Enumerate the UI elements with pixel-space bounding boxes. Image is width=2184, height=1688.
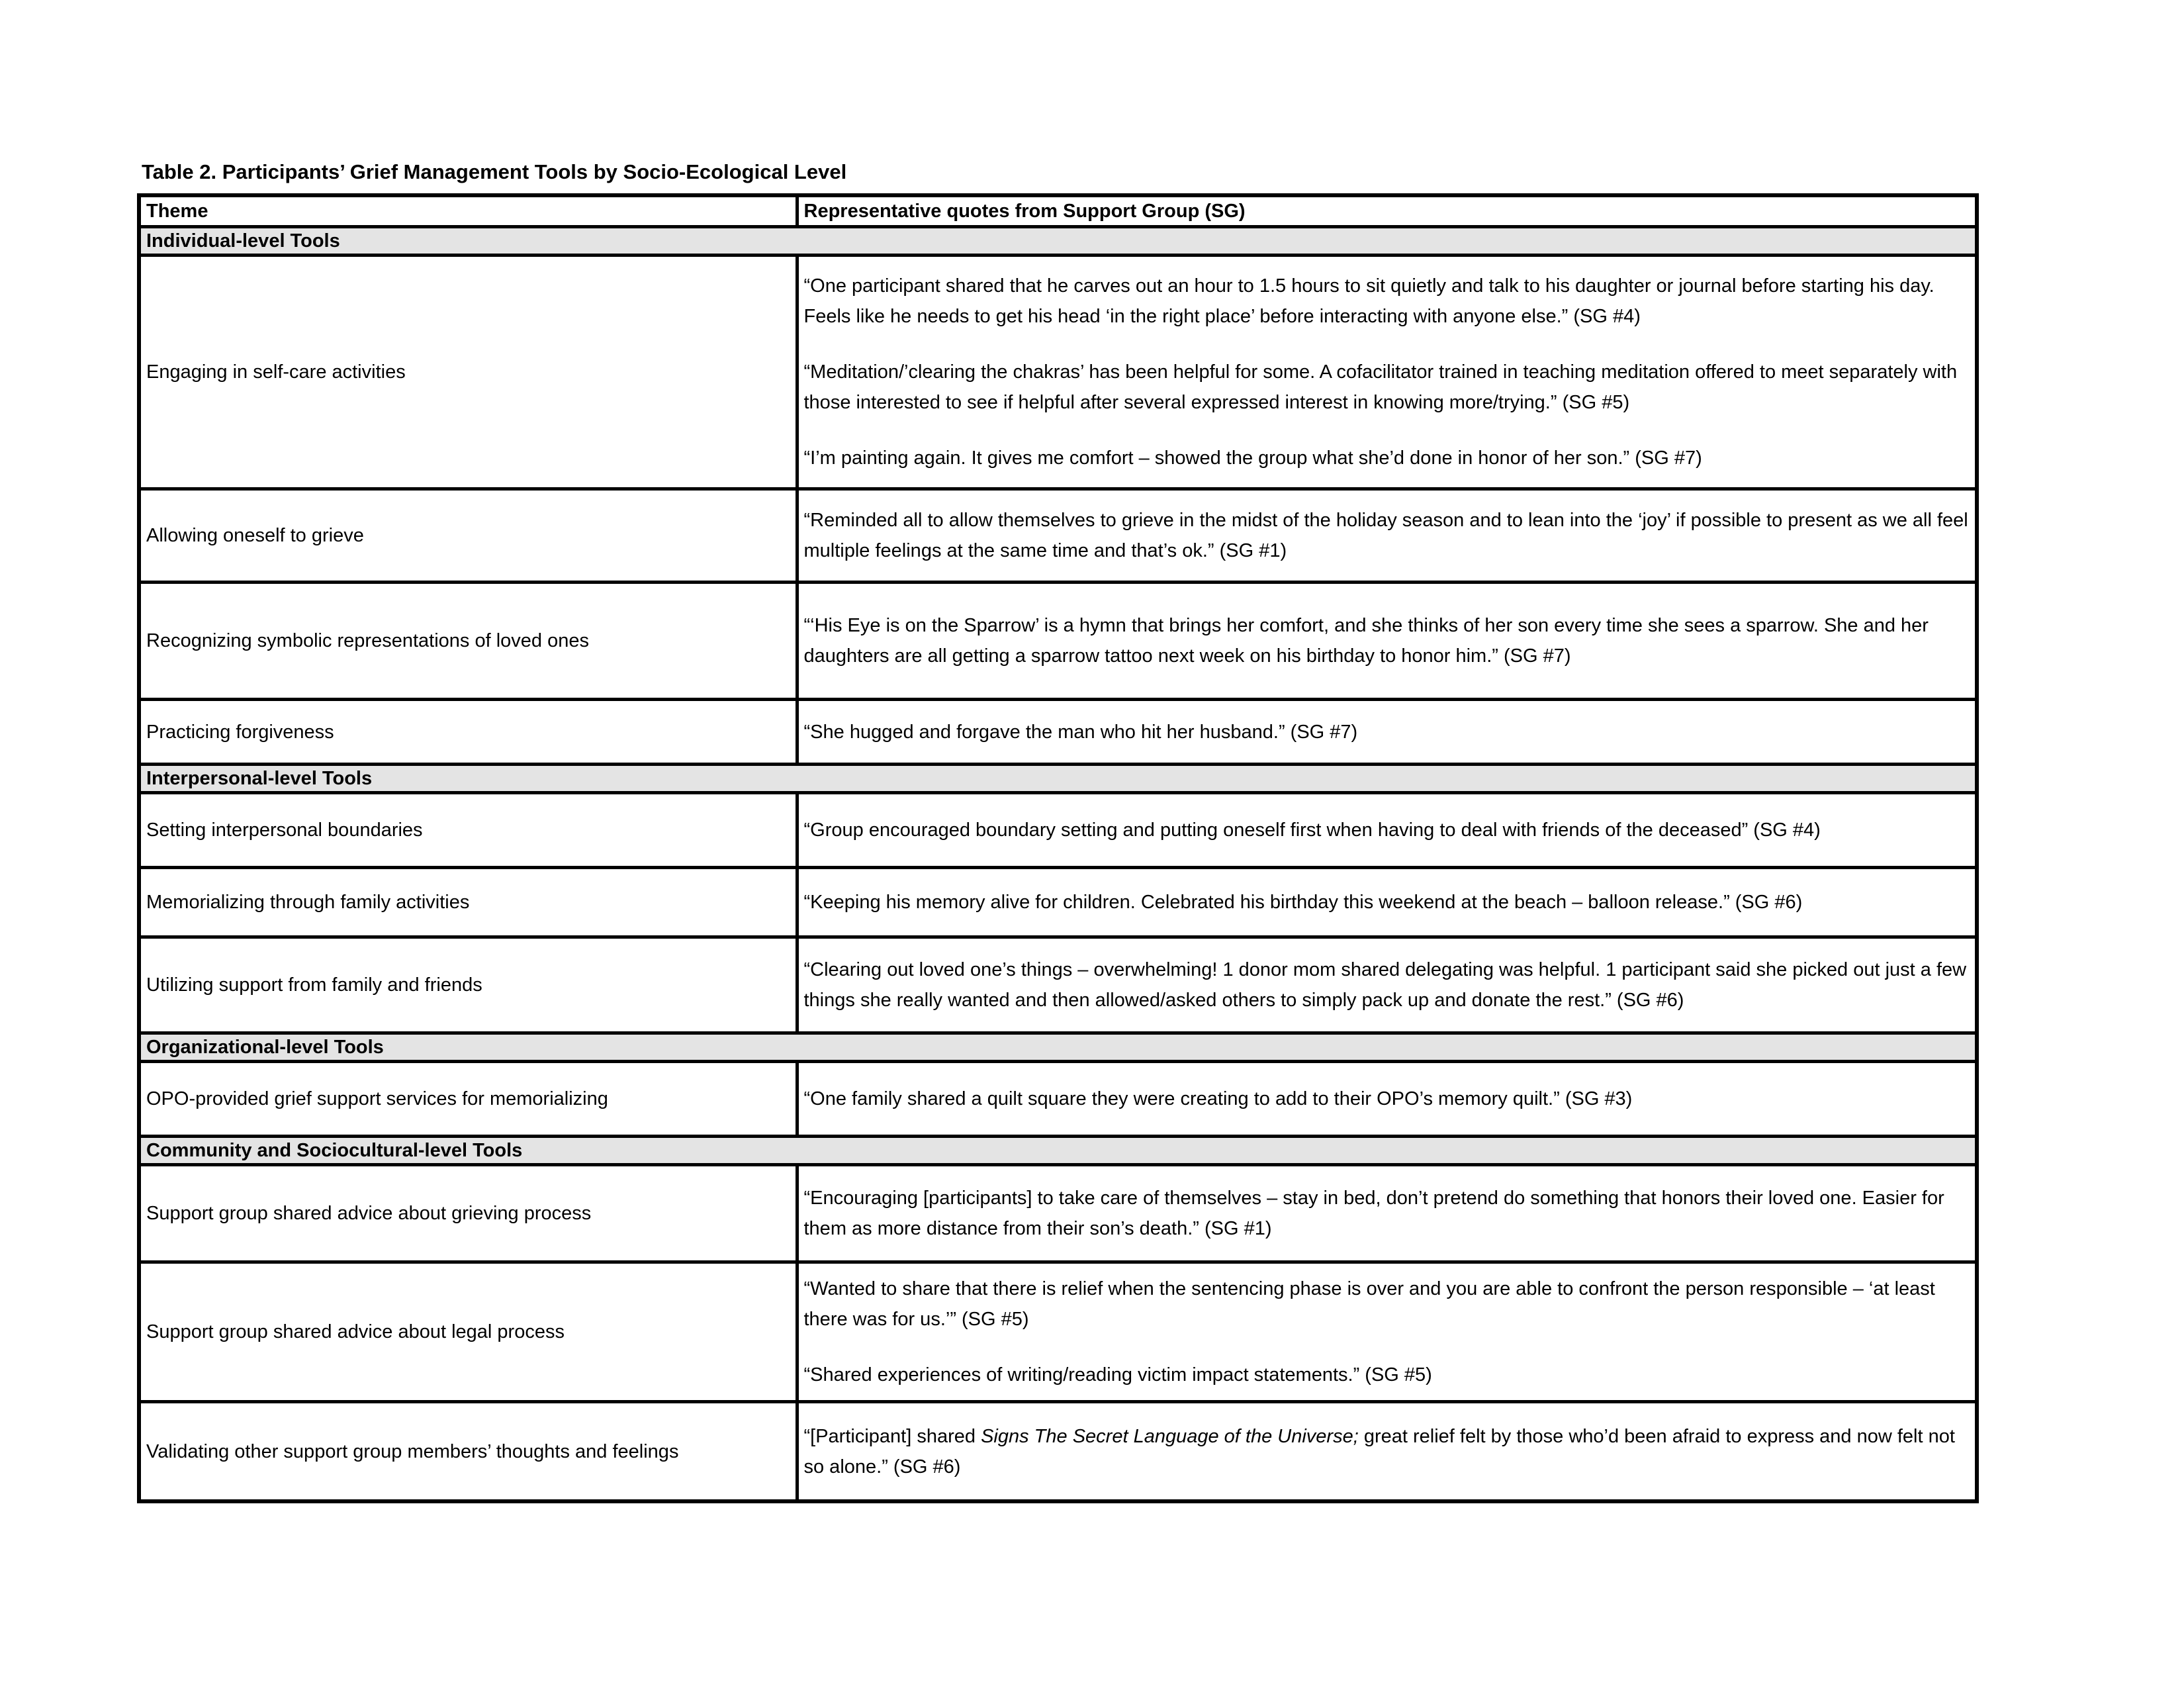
quote-cell [797, 1262, 1977, 1402]
quote-text: “One family shared a quilt square they were creating to add to their OPO’s memory quilt.” (SG #3) [803, 1088, 1633, 1109]
quote-cell [797, 1062, 1977, 1137]
theme-cell: OPO-provided grief support services for memorializing [139, 1062, 797, 1137]
quote-cell [797, 793, 1977, 868]
quote-text: “Reminded all to allow themselves to grieve in the midst of the holiday season and to lean into the ‘joy’ if possible to present as we all feel multiple feelings at the same time and that’s ok.” (SG #1) [803, 510, 1968, 561]
quote-cell [797, 489, 1977, 583]
quote-cell [797, 1402, 1977, 1502]
section-label: Interpersonal-level Tools [139, 765, 1977, 793]
theme-cell: Engaging in self-care activities [139, 256, 797, 489]
table-row [139, 793, 1977, 868]
header-quotes: Representative quotes from Support Group (SG) [797, 195, 1977, 227]
quote-text: “Group encouraged boundary setting and putting oneself first when having to deal with friends of the deceased” (SG #4) [803, 820, 1821, 841]
quote-text-end: great relief felt by those who’d been afraid to express and now felt not so alone.” (SG #6) [803, 1425, 1955, 1477]
quote-cell [797, 700, 1977, 765]
theme-cell: Setting interpersonal boundaries [139, 793, 797, 868]
quote-cell [797, 1165, 1977, 1262]
section-label: Organizational-level Tools [139, 1033, 1977, 1062]
theme-cell: Utilizing support from family and friends [139, 937, 797, 1033]
table-row [139, 1062, 1977, 1137]
grief-tools-table [137, 193, 1979, 1503]
theme-cell: Memorializing through family activities [139, 868, 797, 937]
table-row [139, 583, 1977, 700]
table-row [139, 489, 1977, 583]
quote-text: “Shared experiences of writing/reading victim impact statements.” (SG #5) [803, 1364, 1432, 1385]
table-row [139, 700, 1977, 765]
quote-text: “‘His Eye is on the Sparrow’ is a hymn that brings her comfort, and she thinks of her son every time she sees a sparrow. She and her daughters are all getting a sparrow tattoo next week on his birthday to honor him.” (SG #7) [803, 615, 1929, 667]
quote-text: “I’m painting again. It gives me comfort – showed the group what she’d done in honor of her son.” (SG #7) [803, 447, 1702, 469]
quote-text-start: “[Participant] shared [803, 1425, 981, 1447]
section-label: Individual-level Tools [139, 227, 1977, 256]
quote-text: “Meditation/’clearing the chakras’ has been helpful for some. A cofacilitator trained in teaching meditation offered to meet separately with those interested to see if helpful after several expressed interest in knowing more/trying.” (SG #5) [803, 361, 1958, 413]
theme-cell: Recognizing symbolic representations of loved ones [139, 583, 797, 700]
theme-cell: Practicing forgiveness [139, 700, 797, 765]
section-row-community [139, 1137, 1977, 1165]
quote-text: “Clearing out loved one’s things – overwhelming! 1 donor mom shared delegating was helpful. 1 participant said she picked out just a few things she really wanted and then allowed/asked others to simply pack up and donate the rest.” (SG #6) [803, 959, 1967, 1011]
theme-cell: Allowing oneself to grieve [139, 489, 797, 583]
theme-cell: Validating other support group members’ thoughts and feelings [139, 1402, 797, 1502]
section-row-interpersonal [139, 765, 1977, 793]
table-row [139, 1402, 1977, 1502]
section-row-individual [139, 227, 1977, 256]
table-caption: Table 2. Participants’ Grief Management Tools by Socio-Ecological Level [142, 160, 847, 183]
book-title: Signs The Secret Language of the Universe; [981, 1425, 1359, 1447]
theme-cell: Support group shared advice about grieving process [139, 1165, 797, 1262]
quote-text: “Keeping his memory alive for children. Celebrated his birthday this weekend at the beach – balloon release.” (SG #6) [803, 892, 1803, 913]
theme-cell: Support group shared advice about legal process [139, 1262, 797, 1402]
table-row [139, 1165, 1977, 1262]
quote-text: “Encouraging [participants] to take care of themselves – stay in bed, don’t pretend do something that honors their loved one. Easier for them as more distance from their son’s death.” (SG #1) [803, 1188, 1944, 1239]
quote-cell [797, 868, 1977, 937]
table-row [139, 1262, 1977, 1402]
quote-text [804, 1421, 1970, 1482]
table-row [139, 256, 1977, 489]
table-row [139, 868, 1977, 937]
table-header-row [139, 195, 1977, 227]
section-row-organizational [139, 1033, 1977, 1062]
header-theme: Theme [139, 195, 797, 227]
quote-cell [797, 256, 1977, 489]
table-row [139, 937, 1977, 1033]
quote-cell [797, 583, 1977, 700]
quote-text: “She hugged and forgave the man who hit her husband.” (SG #7) [803, 721, 1358, 743]
section-label: Community and Sociocultural-level Tools [139, 1137, 1977, 1165]
quote-cell [797, 937, 1977, 1033]
quote-text: “One participant shared that he carves out an hour to 1.5 hours to sit quietly and talk to his daughter or journal before starting his day. Feels like he needs to get his head ‘in the right place’ before interacting with anyone else.” (SG #4) [803, 275, 1934, 327]
quote-text: “Wanted to share that there is relief when the sentencing phase is over and you are able to confront the person responsible – ‘at least there was for us.’” (SG #5) [803, 1278, 1935, 1330]
